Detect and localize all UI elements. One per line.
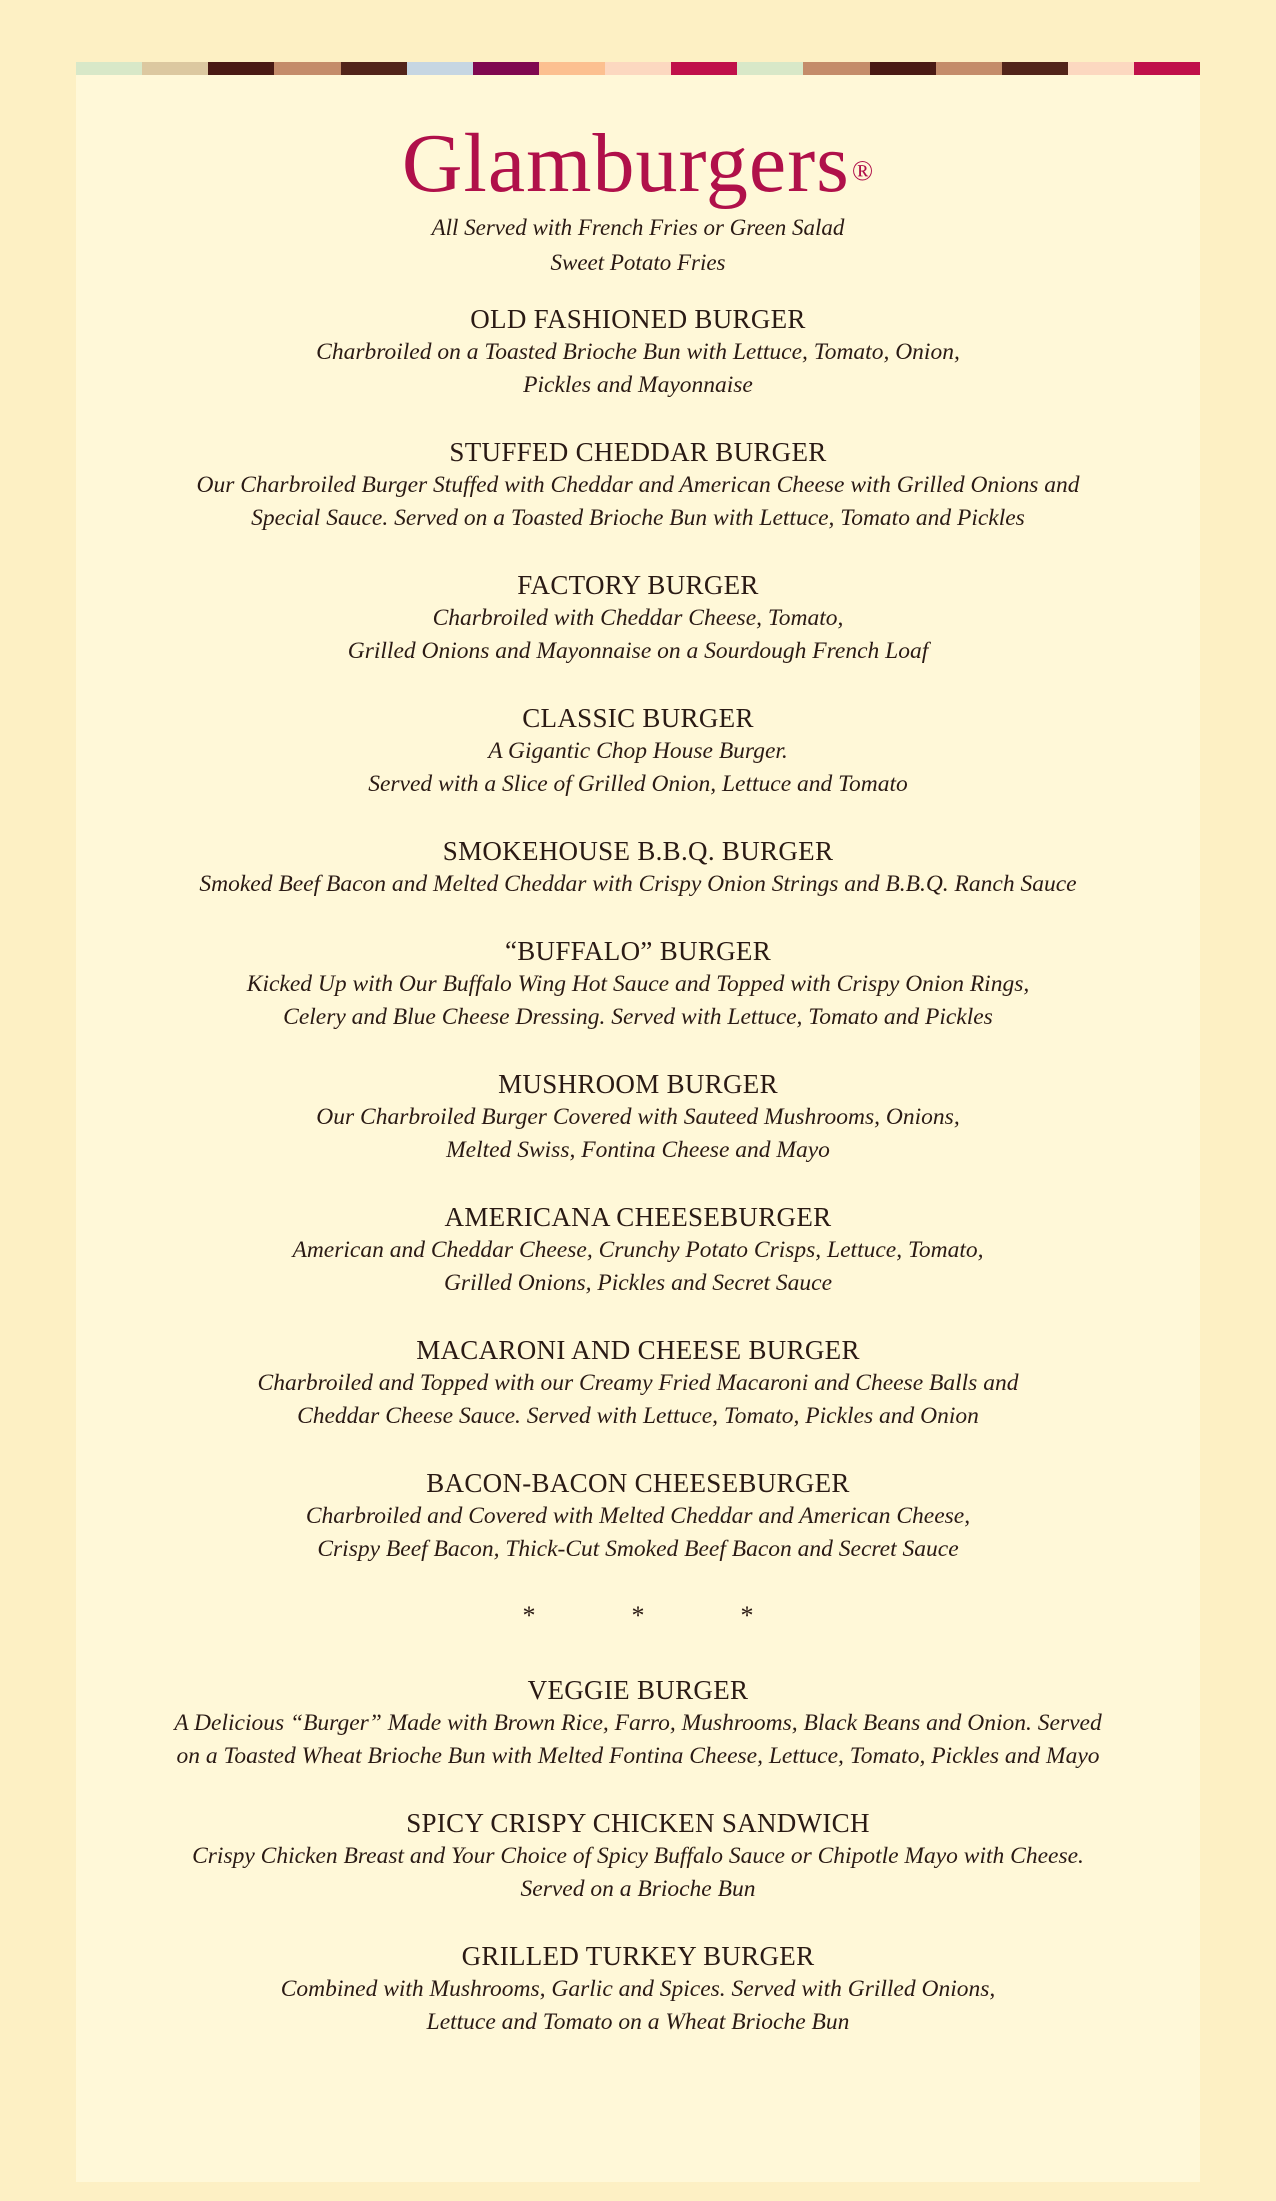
burger-list [76, 302, 1200, 1566]
star-ornament: * [631, 1601, 645, 1630]
item-description: A Delicious “Burger” Made with Brown Rice, Farro, Mushrooms, Black Beans and Onion. Served on a Toasted Wheat Brioche Bun with Melted Fontina Cheese, Lettuce, Tomato, Pickles and Mayo [174, 1710, 1102, 1769]
item-name: SPICY CRISPY CHICKEN SANDWICH [406, 1808, 870, 1838]
menu-item [76, 1673, 1200, 1773]
item-name: GRILLED TURKEY BURGER [461, 1941, 815, 1971]
item-name: MACARONI AND CHEESE BURGER [416, 1335, 860, 1365]
item-name: STUFFED CHEDDAR BURGER [449, 437, 827, 467]
item-name: MUSHROOM BURGER [498, 1069, 778, 1099]
menu-title [76, 114, 1200, 214]
item-description: Crispy Chicken Breast and Your Choice of Spicy Buffalo Sauce or Chipotle Mayo with Cheese. Served on a Brioche Bun [192, 1843, 1084, 1902]
item-name: OLD FASHIONED BURGER [470, 304, 806, 334]
item-name: BACON-BACON CHEESEBURGER [426, 1468, 850, 1498]
menu-item [76, 1067, 1200, 1167]
item-name: FACTORY BURGER [517, 570, 759, 600]
item-description: Our Charbroiled Burger Covered with Sauteed Mushrooms, Onions, Melted Swiss, Fontina Cheese and Mayo [316, 1104, 960, 1163]
item-name: VEGGIE BURGER [527, 1675, 749, 1705]
item-description: Charbroiled and Covered with Melted Cheddar and American Cheese, Crispy Beef Bacon, Thick-Cut Smoked Beef Bacon and Secret Sauce [305, 1503, 971, 1562]
menu-item [76, 435, 1200, 535]
menu-item [76, 568, 1200, 668]
menu-item [76, 302, 1200, 402]
sides-note [76, 210, 1200, 280]
menu-item [76, 1200, 1200, 1300]
menu-item [76, 1466, 1200, 1566]
registered-mark: ® [851, 156, 875, 187]
title-text: Glamburgers [401, 117, 850, 210]
menu-item [76, 1333, 1200, 1433]
item-description: American and Cheddar Cheese, Crunchy Potato Crisps, Lettuce, Tomato, Grilled Onions, Pickles and Secret Sauce [292, 1237, 984, 1296]
item-description: Our Charbroiled Burger Stuffed with Cheddar and American Cheese with Grilled Onions and Special Sauce. Served on a Toasted Brioche Bun with Lettuce, Tomato and Pickles [196, 472, 1080, 531]
item-name: CLASSIC BURGER [522, 703, 754, 733]
item-name: “BUFFALO” BURGER [504, 936, 772, 966]
menu-item [76, 934, 1200, 1034]
item-name: SMOKEHOUSE B.B.Q. BURGER [442, 836, 834, 866]
item-description: Smoked Beef Bacon and Melted Cheddar with Crispy Onion Strings and B.B.Q. Ranch Sauce [199, 871, 1077, 897]
menu-item [76, 701, 1200, 801]
sides-line: Sweet Potato Fries [550, 250, 726, 275]
sides-line: All Served with French Fries or Green Salad [431, 215, 845, 240]
section-divider [76, 1599, 1200, 1633]
star-ornament: * [740, 1601, 754, 1630]
item-description: Combined with Mushrooms, Garlic and Spices. Served with Grilled Onions, Lettuce and Tomato on a Wheat Brioche Bun [280, 1976, 996, 2035]
item-description: Charbroiled with Cheddar Cheese, Tomato, Grilled Onions and Mayonnaise on a Sourdough French Loaf [347, 605, 929, 664]
star-ornament: * [522, 1601, 536, 1630]
item-description: Charbroiled on a Toasted Brioche Bun with Lettuce, Tomato, Onion, Pickles and Mayonnaise [316, 339, 960, 398]
other-list [76, 1673, 1200, 2039]
menu-page [76, 62, 1200, 2182]
item-name: AMERICANA CHEESEBURGER [444, 1202, 832, 1232]
item-description: A Gigantic Chop House Burger. Served with a Slice of Grilled Onion, Lettuce and Tomato [368, 738, 908, 797]
item-description: Charbroiled and Topped with our Creamy Fried Macaroni and Cheese Balls and Cheddar Cheese Sauce. Served with Lettuce, Tomato, Pickles and Onion [257, 1370, 1019, 1429]
menu-item [76, 1806, 1200, 1906]
item-description: Kicked Up with Our Buffalo Wing Hot Sauce and Topped with Crispy Onion Rings, Celery and Blue Cheese Dressing. Served with Lettuce, Tomato and Pickles [246, 971, 1030, 1030]
menu-item [76, 834, 1200, 901]
menu-item [76, 1939, 1200, 2039]
